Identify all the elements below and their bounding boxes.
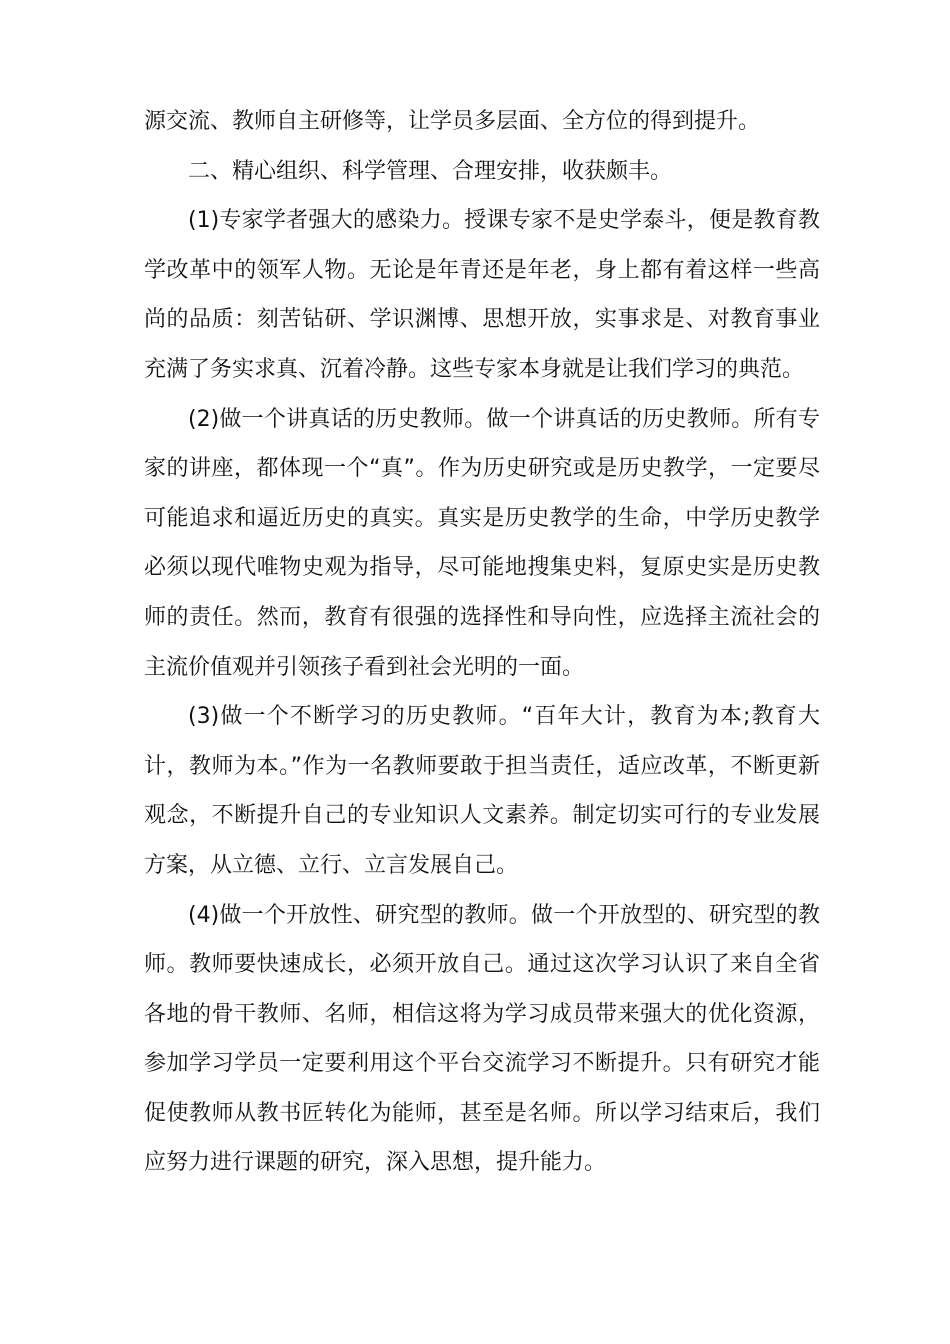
paragraph-point-1: (1)专家学者强大的感染力。授课专家不是史学泰斗，便是教育教学改革中的领军人物。无论是年青还是年老，身上都有着这样一些高尚的品质：刻苦钻研、学识渊博、思想开放，实事求是、对教育事业充满了务实求真、沉着冷静。这些专家本身就是让我们学习的典范。 — [144, 208, 820, 382]
paragraph-point-2: (2)做一个讲真话的历史教师。做一个讲真话的历史教师。所有专家的讲座，都体现一个“真”。作为历史研究或是历史教学，一定要尽可能追求和逼近历史的真实。真实是历史教学的生命，中学历史教学必须以现代唯物史观为指导，尽可能地搜集史料，复原史实是历史教师的责任。然而，教育有很强的选择性和导向性，应选择主流社会的主流价值观并引领孩子看到社会光明的一面。 — [144, 406, 820, 680]
paragraph-point-3: (3)做一个不断学习的历史教师。“百年大计，教育为本;教育大计，教师为本。”作为一名教师要敢于担当责任，适应改革，不断更新观念，不断提升自己的专业知识人文素养。制定切实可行的专业发展方案，从立德、立行、立言发展自己。 — [144, 704, 820, 878]
paragraph-point-4: (4)做一个开放性、研究型的教师。做一个开放型的、研究型的教师。教师要快速成长，必须开放自己。通过这次学习认识了来自全省各地的骨干教师、名师，相信这将为学习成员带来强大的优化资源，参加学习学员一定要利用这个平台交流学习不断提升。只有研究才能促使教师从教书匠转化为能师，甚至是名师。所以学习结束后，我们应努力进行课题的研究，深入思想，提升能力。 — [144, 902, 820, 1176]
document-body — [144, 97, 820, 1188]
paragraph-continuation: 源交流、教师自主研修等，让学员多层面、全方位的得到提升。 — [144, 109, 761, 134]
paragraph-section-heading: 二、精心组织、科学管理、合理安排，收获颇丰。 — [188, 158, 673, 184]
